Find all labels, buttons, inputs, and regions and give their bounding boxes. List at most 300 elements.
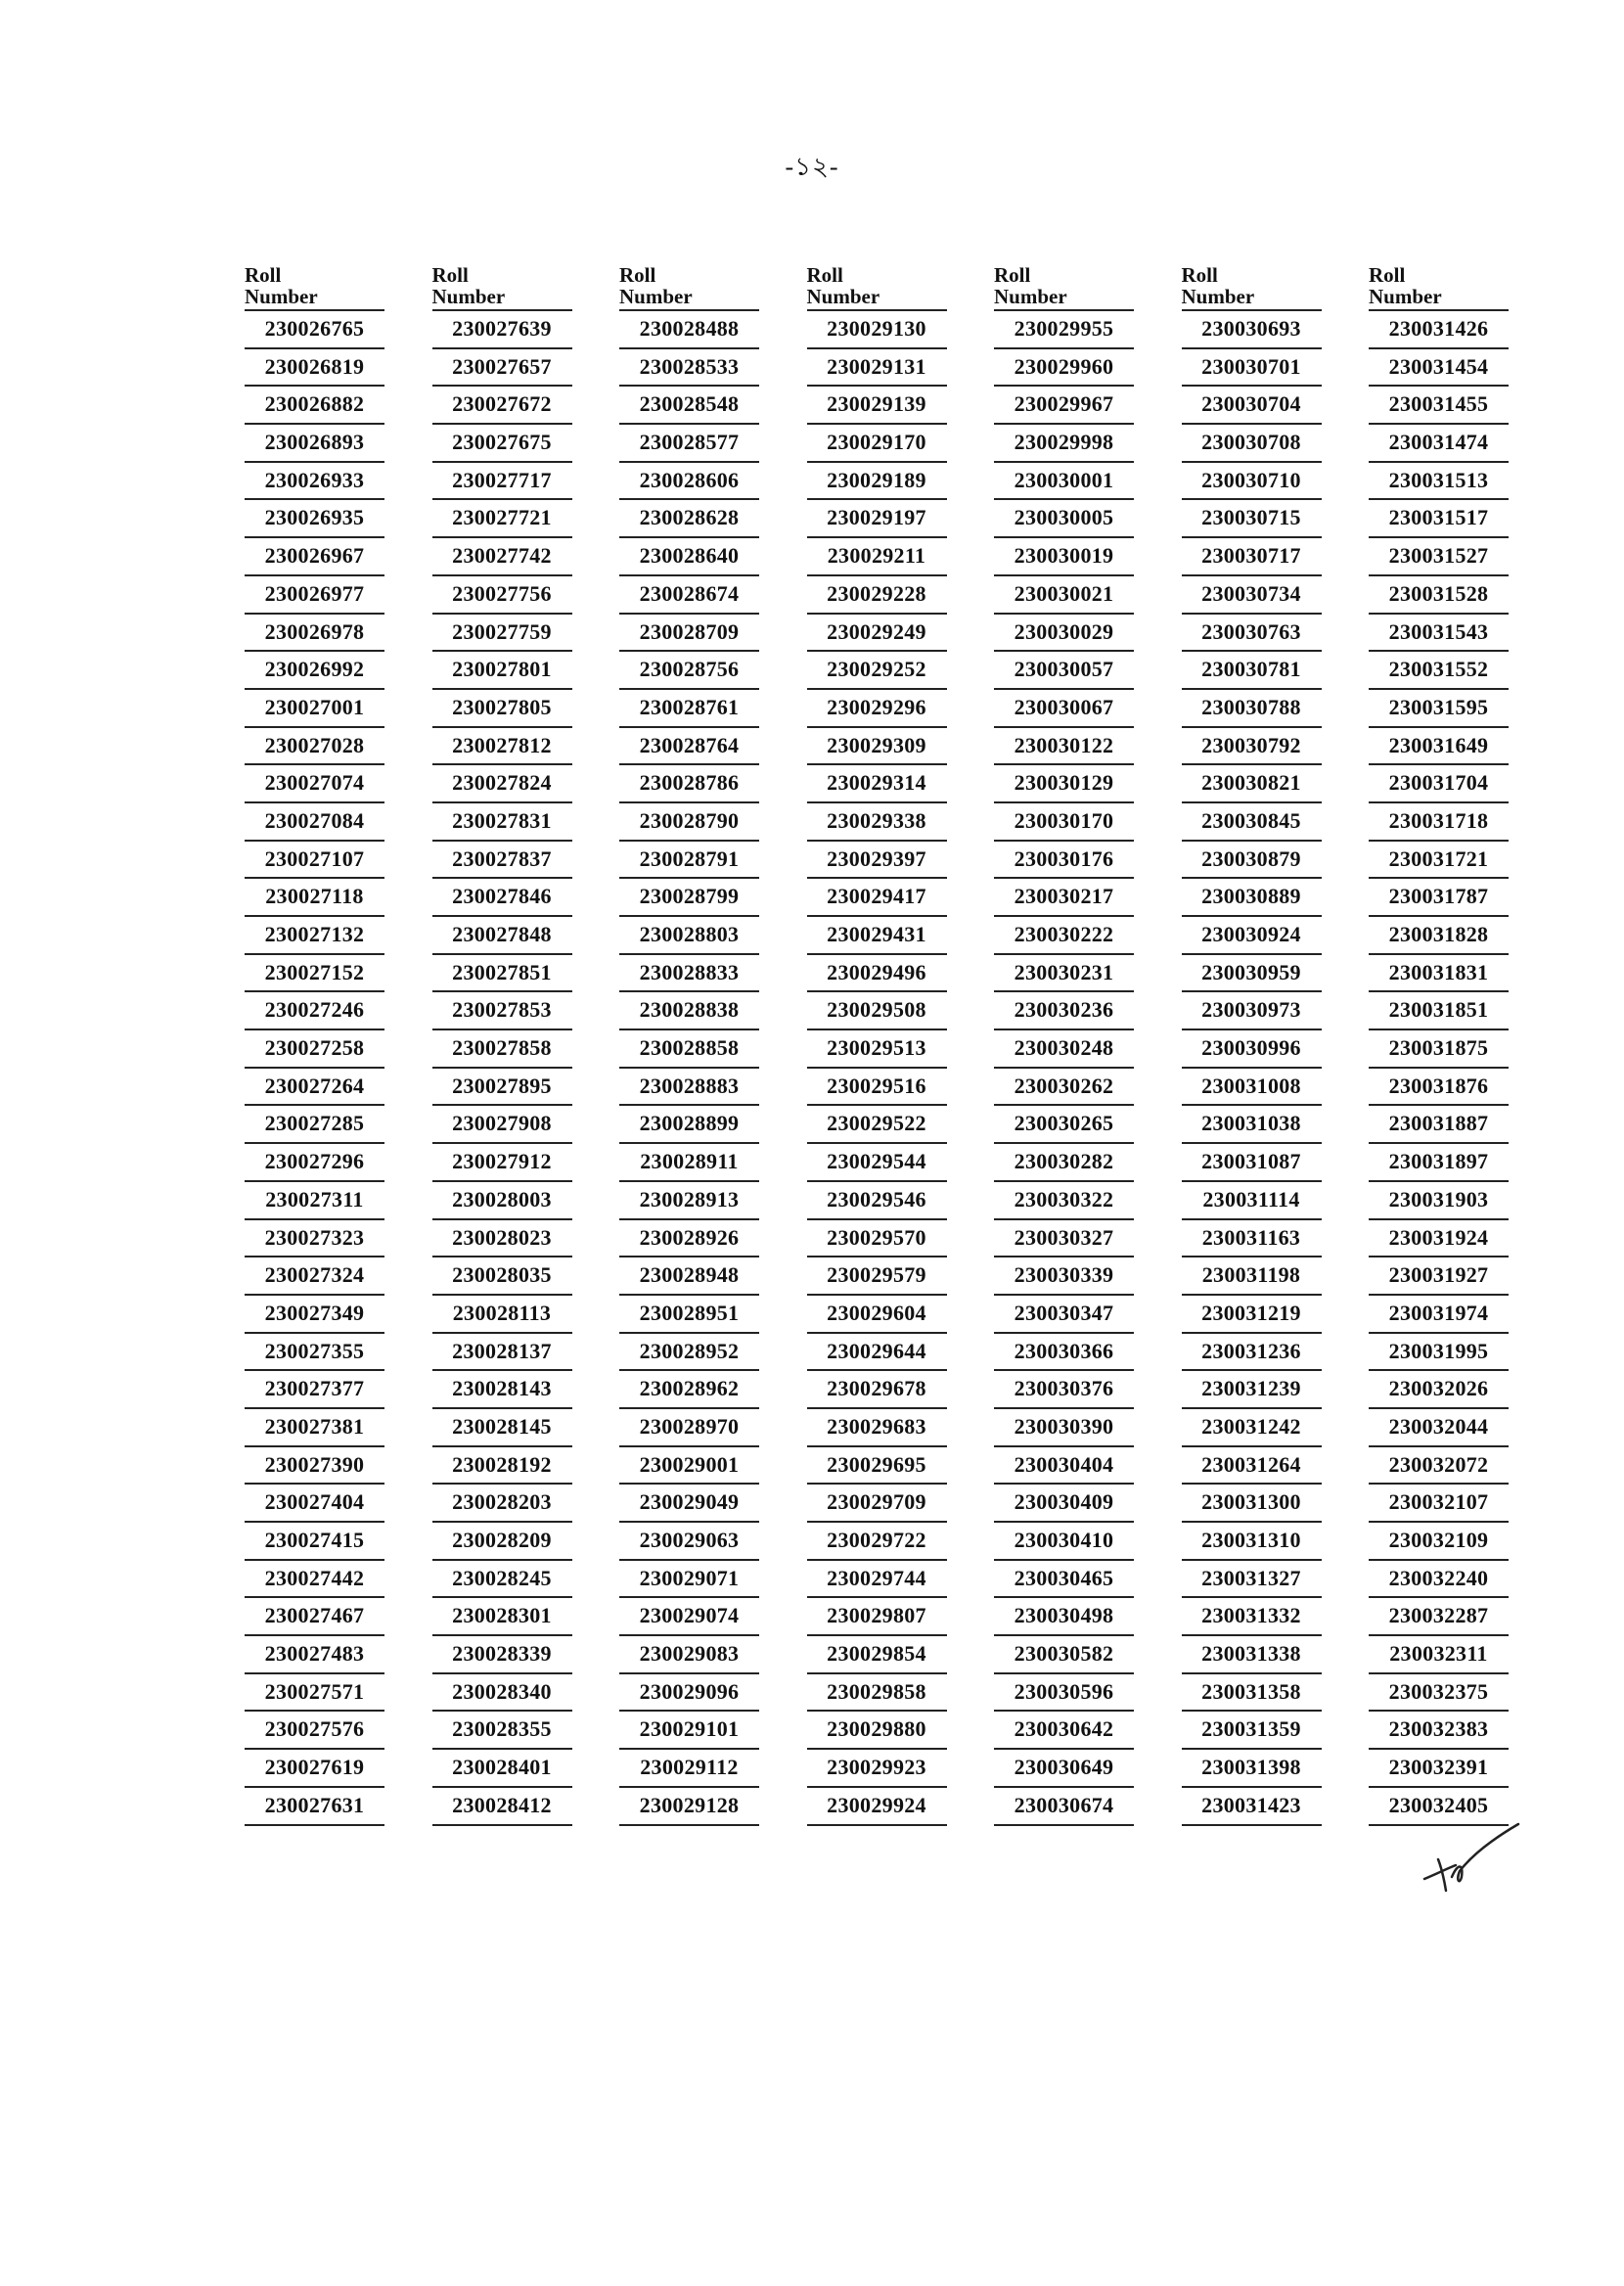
column-header-line2: Number [431,285,506,308]
column-header-line1: Roll [806,263,843,287]
roll-number-cell: 230030376 [994,1371,1134,1409]
roll-number-cell: 230030879 [1182,842,1322,880]
roll-number-cell: 230028803 [619,917,759,955]
roll-number-cell: 230027258 [245,1030,384,1069]
roll-number-cell: 230029709 [807,1485,947,1523]
roll-number-cell: 230030347 [994,1296,1134,1334]
roll-number-cell: 230028340 [432,1674,572,1713]
roll-number-cell: 230029249 [807,615,947,653]
roll-number-cell: 230027285 [245,1106,384,1144]
roll-number-cell: 230026977 [245,576,384,615]
roll-number-cell: 230027028 [245,728,384,766]
roll-number-cell: 230030057 [994,652,1134,690]
roll-number-cell: 230030792 [1182,728,1322,766]
roll-number-cell: 230027908 [432,1106,572,1144]
roll-column [994,262,1182,1826]
roll-number-cell: 230027805 [432,690,572,728]
roll-number-cell: 230030498 [994,1598,1134,1636]
roll-number-cell: 230029074 [619,1598,759,1636]
roll-number-cell: 230029112 [619,1750,759,1788]
roll-number-cell: 230028003 [432,1182,572,1220]
roll-number-cell: 230029496 [807,955,947,993]
roll-number-cell: 230030924 [1182,917,1322,955]
roll-number-cell: 230030366 [994,1334,1134,1372]
roll-number-cell: 230030715 [1182,500,1322,538]
roll-number-cell: 230029071 [619,1561,759,1599]
roll-number-cell: 230027152 [245,955,384,993]
roll-number-cell: 230030410 [994,1523,1134,1561]
roll-number-cell: 230031163 [1182,1220,1322,1258]
roll-number-cell: 230027084 [245,803,384,842]
roll-number-cell: 230028858 [619,1030,759,1069]
roll-number-cell: 230031310 [1182,1523,1322,1561]
roll-number-cell: 230028709 [619,615,759,653]
roll-number-cell: 230027831 [432,803,572,842]
roll-number-cell: 230031903 [1369,1182,1509,1220]
roll-number-cell: 230026967 [245,538,384,576]
roll-number-cell: 230032109 [1369,1523,1509,1561]
roll-number-cell: 230029807 [807,1598,947,1636]
roll-number-cell: 230027107 [245,842,384,880]
column-header-line1: Roll [1181,263,1218,287]
roll-number-cell: 230031924 [1369,1220,1509,1258]
roll-number-cell: 230027837 [432,842,572,880]
roll-number-cell: 230027324 [245,1257,384,1296]
roll-number-cell: 230029063 [619,1523,759,1561]
column-header-line1: Roll [994,263,1031,287]
roll-number-cell: 230027742 [432,538,572,576]
roll-column [807,262,995,1826]
roll-number-cell: 230031474 [1369,425,1509,463]
roll-number-cell: 230028962 [619,1371,759,1409]
roll-number-cell: 230031087 [1182,1144,1322,1182]
roll-number-cell: 230027442 [245,1561,384,1599]
roll-number-cell: 230031995 [1369,1334,1509,1372]
roll-number-cell: 230031543 [1369,615,1509,653]
roll-number-cell: 230028245 [432,1561,572,1599]
roll-number-cell: 230031649 [1369,728,1509,766]
roll-number-cell: 230029130 [807,311,947,349]
roll-number-cell: 230028113 [432,1296,572,1334]
roll-number-cell: 230031338 [1182,1636,1322,1674]
roll-number-cell: 230028533 [619,349,759,388]
roll-number-cell: 230027853 [432,992,572,1030]
roll-number-cell: 230031831 [1369,955,1509,993]
roll-number-cell: 230030701 [1182,349,1322,388]
column-header-line2: Number [806,285,880,308]
roll-number-cell: 230028833 [619,955,759,993]
roll-number-cell: 230030788 [1182,690,1322,728]
roll-number-cell: 230031897 [1369,1144,1509,1182]
roll-number-cell: 230028838 [619,992,759,1030]
roll-number-cell: 230029309 [807,728,947,766]
roll-number-cell: 230030170 [994,803,1134,842]
roll-number-cell: 230030582 [994,1636,1134,1674]
roll-number-cell: 230027001 [245,690,384,728]
roll-number-cell: 230027858 [432,1030,572,1069]
roll-column [245,262,432,1826]
roll-number-cell: 230030390 [994,1409,1134,1447]
roll-number-cell: 230029128 [619,1788,759,1826]
roll-number-cell: 230029967 [994,387,1134,425]
roll-number-cell: 230031718 [1369,803,1509,842]
roll-number-cell: 230031398 [1182,1750,1322,1788]
roll-number-cell: 230029522 [807,1106,947,1144]
roll-number-cell: 230031887 [1369,1106,1509,1144]
roll-number-cell: 230029924 [807,1788,947,1826]
roll-number-cell: 230028628 [619,500,759,538]
roll-number-cell: 230030781 [1182,652,1322,690]
roll-number-table [245,262,1556,1826]
roll-number-cell: 230027246 [245,992,384,1030]
roll-number-cell: 230030339 [994,1257,1134,1296]
column-header-line1: Roll [619,263,656,287]
roll-number-cell: 230027381 [245,1409,384,1447]
roll-number-cell: 230031359 [1182,1712,1322,1750]
roll-number-cell: 230026819 [245,349,384,388]
roll-number-cell: 230030021 [994,576,1134,615]
roll-number-cell: 230032391 [1369,1750,1509,1788]
roll-number-cell: 230026882 [245,387,384,425]
roll-number-cell: 230029397 [807,842,947,880]
roll-number-cell: 230028952 [619,1334,759,1372]
roll-number-cell: 230028577 [619,425,759,463]
roll-number-cell: 230032107 [1369,1485,1509,1523]
roll-number-cell: 230028799 [619,879,759,917]
column-header-line2: Number [619,285,693,308]
roll-number-cell: 230028209 [432,1523,572,1561]
roll-number-cell: 230031552 [1369,652,1509,690]
roll-number-cell: 230030067 [994,690,1134,728]
roll-number-cell: 230029001 [619,1447,759,1486]
roll-number-cell: 230030821 [1182,765,1322,803]
roll-number-cell: 230032026 [1369,1371,1509,1409]
roll-number-cell: 230027323 [245,1220,384,1258]
roll-number-cell: 230031300 [1182,1485,1322,1523]
roll-number-cell: 230031236 [1182,1334,1322,1372]
roll-number-cell: 230029955 [994,311,1134,349]
roll-number-cell: 230029170 [807,425,947,463]
roll-number-cell: 230027132 [245,917,384,955]
roll-number-cell: 230031828 [1369,917,1509,955]
roll-number-cell: 230031038 [1182,1106,1322,1144]
roll-number-cell: 230031787 [1369,879,1509,917]
roll-number-cell: 230031974 [1369,1296,1509,1334]
roll-number-cell: 230027349 [245,1296,384,1334]
roll-number-cell: 230032072 [1369,1447,1509,1486]
roll-number-cell: 230027675 [432,425,572,463]
roll-number-cell: 230031528 [1369,576,1509,615]
roll-number-cell: 230026935 [245,500,384,538]
roll-number-cell: 230032240 [1369,1561,1509,1599]
roll-number-cell: 230031875 [1369,1030,1509,1069]
roll-number-cell: 230027483 [245,1636,384,1674]
roll-number-cell: 230027721 [432,500,572,538]
roll-number-cell: 230027467 [245,1598,384,1636]
roll-number-cell: 230029049 [619,1485,759,1523]
roll-number-cell: 230029683 [807,1409,947,1447]
roll-number-cell: 230027759 [432,615,572,653]
roll-number-cell: 230027631 [245,1788,384,1826]
roll-number-cell: 230030019 [994,538,1134,576]
roll-number-cell: 230030409 [994,1485,1134,1523]
roll-number-cell: 230029417 [807,879,947,917]
roll-number-cell: 230027756 [432,576,572,615]
roll-number-cell: 230032287 [1369,1598,1509,1636]
roll-number-cell: 230030222 [994,917,1134,955]
roll-number-cell: 230028899 [619,1106,759,1144]
roll-column [1369,262,1556,1826]
roll-number-cell: 230029513 [807,1030,947,1069]
roll-number-cell: 230029296 [807,690,947,728]
roll-number-cell: 230031242 [1182,1409,1322,1447]
roll-number-cell: 230027576 [245,1712,384,1750]
roll-number-cell: 230030248 [994,1030,1134,1069]
roll-number-cell: 230028137 [432,1334,572,1372]
roll-number-cell: 230029579 [807,1257,947,1296]
roll-number-cell: 230027895 [432,1069,572,1107]
roll-number-cell: 230029923 [807,1750,947,1788]
roll-number-cell: 230027717 [432,463,572,501]
roll-number-cell: 230029139 [807,387,947,425]
column-header [245,262,384,311]
roll-number-cell: 230031239 [1182,1371,1322,1409]
roll-number-cell: 230029083 [619,1636,759,1674]
roll-number-cell: 230029197 [807,500,947,538]
roll-number-cell: 230028355 [432,1712,572,1750]
roll-number-cell: 230032383 [1369,1712,1509,1750]
roll-number-cell: 230030889 [1182,879,1322,917]
roll-number-cell: 230030231 [994,955,1134,993]
roll-number-cell: 230030959 [1182,955,1322,993]
signature [1417,1820,1534,1898]
roll-number-cell: 230030404 [994,1447,1134,1486]
roll-number-cell: 230028970 [619,1409,759,1447]
roll-number-cell: 230030704 [1182,387,1322,425]
roll-number-cell: 230027812 [432,728,572,766]
roll-number-cell: 230031455 [1369,387,1509,425]
roll-number-cell: 230030734 [1182,576,1322,615]
roll-number-cell: 230028764 [619,728,759,766]
roll-number-cell: 230027639 [432,311,572,349]
column-header [1182,262,1322,311]
roll-number-cell: 230028791 [619,842,759,880]
roll-number-cell: 230030649 [994,1750,1134,1788]
roll-number-cell: 230030217 [994,879,1134,917]
roll-number-cell: 230027571 [245,1674,384,1713]
roll-number-cell: 230029998 [994,425,1134,463]
roll-number-cell: 230027912 [432,1144,572,1182]
page-number: -১২- [785,153,839,181]
column-header [432,262,572,311]
roll-number-cell: 230030327 [994,1220,1134,1258]
column-header [1369,262,1509,311]
roll-number-cell: 230031332 [1182,1598,1322,1636]
roll-number-cell: 230030708 [1182,425,1322,463]
roll-number-cell: 230029516 [807,1069,947,1107]
roll-number-cell: 230030693 [1182,311,1322,349]
roll-number-cell: 230028606 [619,463,759,501]
roll-number-cell: 230029508 [807,992,947,1030]
roll-number-cell: 230029570 [807,1220,947,1258]
roll-number-cell: 230031327 [1182,1561,1322,1599]
roll-number-cell: 230029096 [619,1674,759,1713]
roll-number-cell: 230028883 [619,1069,759,1107]
roll-number-cell: 230031423 [1182,1788,1322,1826]
roll-number-cell: 230028203 [432,1485,572,1523]
column-header [619,262,759,311]
roll-number-cell: 230030845 [1182,803,1322,842]
roll-number-cell: 230029880 [807,1712,947,1750]
roll-number-cell: 230031927 [1369,1257,1509,1296]
roll-number-cell: 230030001 [994,463,1134,501]
roll-number-cell: 230031264 [1182,1447,1322,1486]
roll-number-cell: 230027801 [432,652,572,690]
roll-number-cell: 230029252 [807,652,947,690]
roll-number-cell: 230028674 [619,576,759,615]
roll-number-cell: 230028339 [432,1636,572,1674]
roll-number-cell: 230027848 [432,917,572,955]
roll-number-cell: 230031426 [1369,311,1509,349]
roll-column [1182,262,1370,1826]
roll-number-cell: 230030262 [994,1069,1134,1107]
roll-number-cell: 230029644 [807,1334,947,1372]
roll-column [619,262,807,1826]
column-header-line1: Roll [245,263,282,287]
roll-number-cell: 230026765 [245,311,384,349]
roll-number-cell: 230029228 [807,576,947,615]
roll-number-cell: 230028192 [432,1447,572,1486]
roll-number-cell: 230027355 [245,1334,384,1372]
roll-number-cell: 230030763 [1182,615,1322,653]
column-header-line2: Number [994,285,1067,308]
column-header-line2: Number [245,285,318,308]
roll-number-cell: 230029546 [807,1182,947,1220]
roll-number-cell: 230029211 [807,538,947,576]
roll-number-cell: 230030176 [994,842,1134,880]
roll-number-cell: 230030282 [994,1144,1134,1182]
roll-number-cell: 230027846 [432,879,572,917]
roll-number-cell: 230030236 [994,992,1134,1030]
roll-number-cell: 230028756 [619,652,759,690]
roll-number-cell: 230028948 [619,1257,759,1296]
roll-number-cell: 230028412 [432,1788,572,1826]
roll-number-cell: 230029722 [807,1523,947,1561]
roll-number-cell: 230027311 [245,1182,384,1220]
roll-number-cell: 230027296 [245,1144,384,1182]
roll-number-cell: 230031114 [1182,1182,1322,1220]
roll-number-cell: 230028911 [619,1144,759,1182]
roll-number-cell: 230027851 [432,955,572,993]
roll-number-cell: 230027619 [245,1750,384,1788]
roll-number-cell: 230031876 [1369,1069,1509,1107]
column-header-line1: Roll [431,263,469,287]
roll-number-cell: 230030596 [994,1674,1134,1713]
roll-number-cell: 230028790 [619,803,759,842]
roll-number-cell: 230028548 [619,387,759,425]
roll-number-cell: 230026992 [245,652,384,690]
roll-number-cell: 230032311 [1369,1636,1509,1674]
roll-number-cell: 230031527 [1369,538,1509,576]
roll-number-cell: 230027404 [245,1485,384,1523]
roll-number-cell: 230030129 [994,765,1134,803]
roll-number-cell: 230027377 [245,1371,384,1409]
roll-number-cell: 230027415 [245,1523,384,1561]
roll-number-cell: 230030642 [994,1712,1134,1750]
roll-number-cell: 230030465 [994,1561,1134,1599]
roll-number-cell: 230032044 [1369,1409,1509,1447]
roll-number-cell: 230031704 [1369,765,1509,803]
roll-number-cell: 230028951 [619,1296,759,1334]
roll-number-cell: 230031721 [1369,842,1509,880]
roll-number-cell: 230030674 [994,1788,1134,1826]
roll-number-cell: 230026933 [245,463,384,501]
roll-number-cell: 230031198 [1182,1257,1322,1296]
roll-number-cell: 230029695 [807,1447,947,1486]
roll-number-cell: 230031358 [1182,1674,1322,1713]
roll-number-cell: 230031851 [1369,992,1509,1030]
roll-number-cell: 230030717 [1182,538,1322,576]
roll-number-cell: 230031517 [1369,500,1509,538]
roll-number-cell: 230030973 [1182,992,1322,1030]
roll-number-cell: 230026978 [245,615,384,653]
roll-number-cell: 230029131 [807,349,947,388]
roll-number-cell: 230032405 [1369,1788,1509,1826]
roll-number-cell: 230032375 [1369,1674,1509,1713]
roll-number-cell: 230031219 [1182,1296,1322,1334]
roll-number-cell: 230029744 [807,1561,947,1599]
roll-number-cell: 230028023 [432,1220,572,1258]
roll-number-cell: 230029101 [619,1712,759,1750]
roll-number-cell: 230031513 [1369,463,1509,501]
column-header [807,262,947,311]
roll-number-cell: 230028926 [619,1220,759,1258]
roll-number-cell: 230028301 [432,1598,572,1636]
roll-number-cell: 230028488 [619,311,759,349]
roll-number-cell: 230028761 [619,690,759,728]
roll-number-cell: 230029854 [807,1636,947,1674]
roll-number-cell: 230027657 [432,349,572,388]
roll-number-cell: 230029314 [807,765,947,803]
roll-column [432,262,620,1826]
roll-number-cell: 230028401 [432,1750,572,1788]
roll-number-cell: 230029338 [807,803,947,842]
roll-number-cell: 230031454 [1369,349,1509,388]
roll-number-cell: 230030710 [1182,463,1322,501]
roll-number-cell: 230028145 [432,1409,572,1447]
roll-number-cell: 230030322 [994,1182,1134,1220]
roll-number-cell: 230030996 [1182,1030,1322,1069]
roll-number-cell: 230027264 [245,1069,384,1107]
column-header [994,262,1134,311]
roll-number-cell: 230031595 [1369,690,1509,728]
roll-number-cell: 230029960 [994,349,1134,388]
roll-number-cell: 230029431 [807,917,947,955]
roll-number-cell: 230027672 [432,387,572,425]
roll-number-cell: 230028143 [432,1371,572,1409]
column-header-line1: Roll [1369,263,1406,287]
roll-number-cell: 230029189 [807,463,947,501]
roll-number-cell: 230028786 [619,765,759,803]
roll-number-cell: 230029544 [807,1144,947,1182]
roll-number-cell: 230030005 [994,500,1134,538]
column-header-line2: Number [1181,285,1255,308]
column-header-line2: Number [1369,285,1442,308]
roll-number-cell: 230029678 [807,1371,947,1409]
roll-number-cell: 230030265 [994,1106,1134,1144]
roll-number-cell: 230029604 [807,1296,947,1334]
roll-number-cell: 230027824 [432,765,572,803]
